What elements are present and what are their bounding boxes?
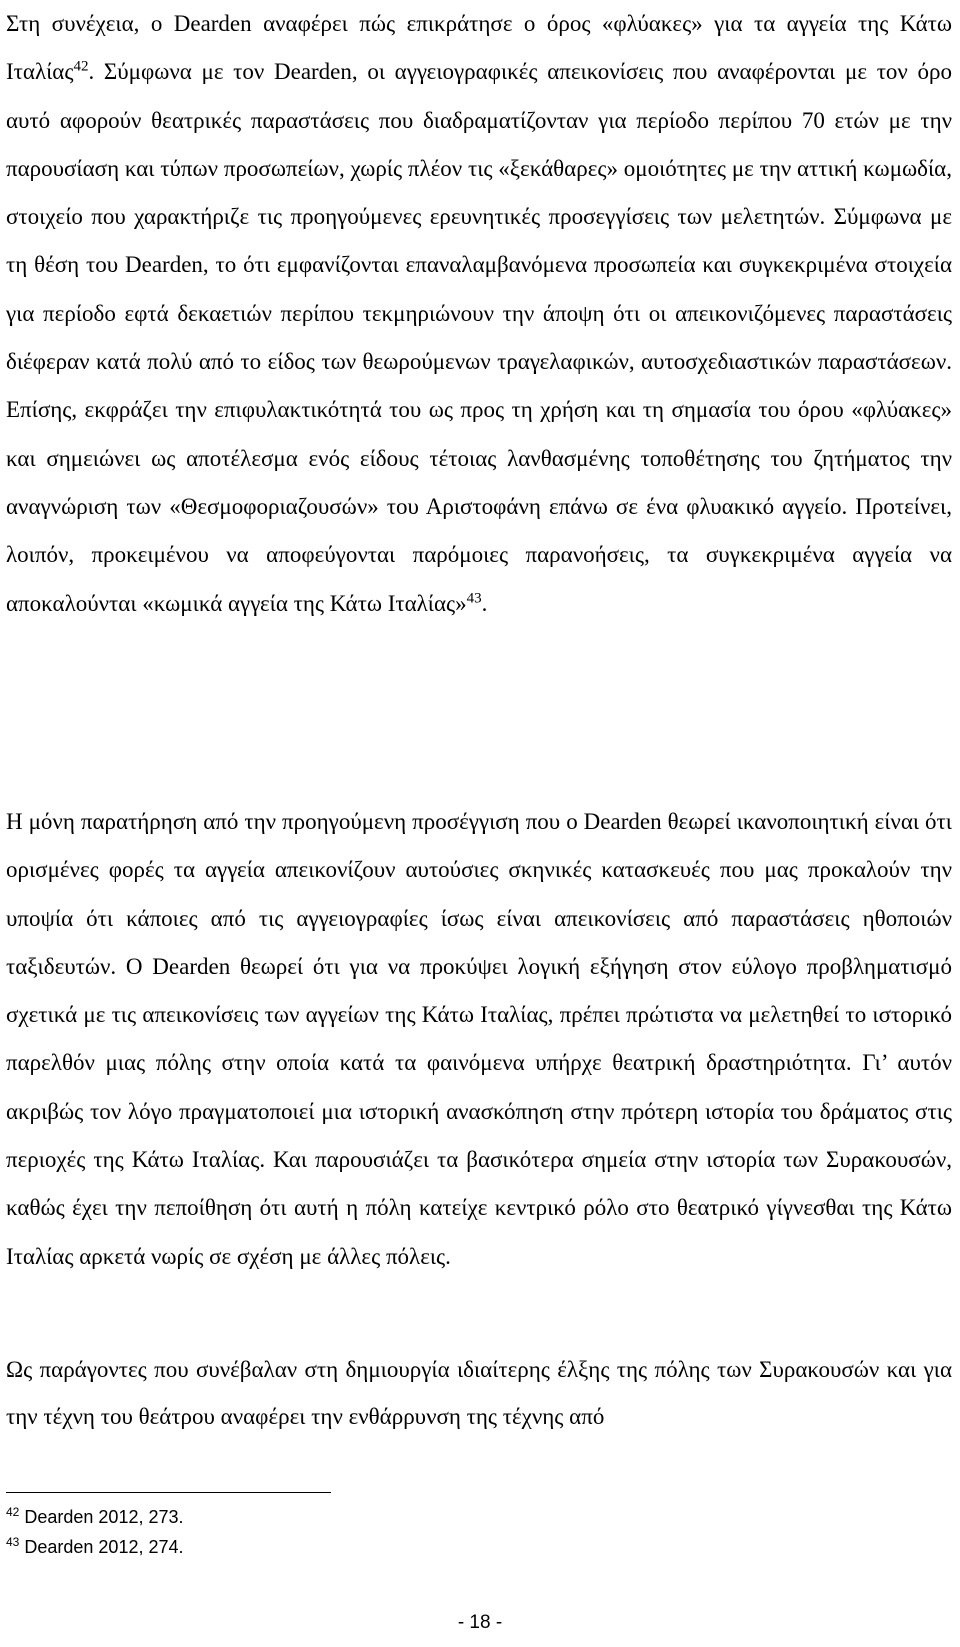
paragraph-text: Η μόνη παρατήρηση από την προηγούμενη προσέγγιση που ο Dearden θεωρεί ικανοποιητική είναι ότι ορισμένες φορές τα αγγεία απεικονίζουν αυτούσιες σκηνικές κατασκευές που μας προκαλούν την υποψία ότι κάποιες από τις αγγειογραφίες ίσως είναι απεικονίσεις από παραστάσεις ηθοποιών ταξιδευτών. Ο Dearden θεωρεί ότι για να προκύψει λογική εξήγηση στον εύλογο προβληματισμό σχετικά με τις απεικονίσεις των αγγείων της Κάτω Ιταλίας, πρέπει πρώτιστα να μελετηθεί το ιστορικό παρελθόν μιας πόλης στην οποία κατά τα φαινόμενα υπήρχε θεατρική δραστηριότητα. Γι’ αυτόν ακριβώς τον λόγο πραγματοποιεί μια ιστορική ανασκόπηση στην πρότερη ιστορία του δράματος στις περιοχές της Κάτω Ιταλίας. Και παρουσιάζει τα βασικότερα σημεία στην ιστορία των Συρακουσών, καθώς έχει την πεποίθηση ότι αυτή η πόλη κατείχε κεντρικό ρόλο στο θεατρικό γίγνεσθαι της Κάτω Ιταλίας αρκετά νωρίς σε σχέση με άλλες πόλεις.: [6, 809, 952, 1269]
footnote-separator: [6, 1492, 331, 1493]
footnotes: [6, 1502, 184, 1562]
paragraph-3: [6, 1346, 952, 1440]
paragraph-text: .: [481, 590, 488, 616]
footnote-43: [6, 1532, 184, 1562]
paragraph-1: [6, 0, 952, 628]
footnote-ref-43[interactable]: 43: [466, 589, 482, 606]
paragraph-text: . Σύμφωνα με τον Dearden, οι αγγειογραφικές απεικονίσεις που αναφέρονται με τον όρο αυτό αφορούν θεατρικές παραστάσεις που διαδραματίζονταν για περίοδο περίπου 70 ετών με την παρουσίαση και τύπων προσωπείων, χωρίς πλέον τις «ξεκάθαρες» ομοιότητες με την αττική κωμωδία, στοιχείο που χαρακτήριζε τις προηγούμενες ερευνητικές προσεγγίσεις των μελετητών. Σύμφωνα με τη θέση του Dearden, το ότι εμφανίζονται επαναλαμβανόμενα προσωπεία και συγκεκριμένα στοιχεία για περίοδο εφτά δεκαετιών περίπου τεκμηριώνουν την άποψη ότι οι απεικονιζόμενες παραστάσεις διέφεραν κατά πολύ από το είδος των θεωρούμενων τραγελαφικών, αυτοσχεδιαστικών παραστάσεων. Επίσης, εκφράζει την επιφυλακτικότητά του ως προς τη χρήση και τη σημασία του όρου «φλύακες» και σημειώνει ως αποτέλεσμα ενός είδους τέτοιας λανθασμένης τοποθέτησης του ζητήματος την αναγνώριση των «Θεσμοφοριαζουσών» του Αριστοφάνη επάνω σε ένα φλυακικό αγγείο. Προτείνει, λοιπόν, προκειμένου να αποφεύγονται παρόμοιες παρανοήσεις, τα συγκεκριμένα αγγεία να αποκαλούνται «κωμικά αγγεία της Κάτω Ιταλίας»: [6, 59, 952, 616]
footnote-text: Dearden 2012, 274.: [24, 1537, 184, 1557]
footnote-text: Dearden 2012, 273.: [24, 1507, 184, 1527]
paragraph-text: Ως παράγοντες που συνέβαλαν στη δημιουργία ιδιαίτερης έλξης της πόλης των Συρακουσών και για την τέχνη του θεάτρου αναφέρει την ενθάρρυνση της τέχνης από: [6, 1357, 952, 1429]
paragraph-2: [6, 798, 952, 1281]
paragraph-text: Στη συνέχεια, ο Dearden αναφέρει πώς επικράτησε ο όρος «φλύακες» για τα αγγεία της Κάτω Ιταλίας: [6, 11, 952, 85]
footnote-number: 43: [6, 1535, 20, 1549]
footnote-number: 42: [6, 1505, 20, 1519]
footnote-42: [6, 1502, 184, 1532]
page-number: - 18 -: [457, 1612, 503, 1633]
footnote-ref-42[interactable]: 42: [73, 58, 89, 75]
